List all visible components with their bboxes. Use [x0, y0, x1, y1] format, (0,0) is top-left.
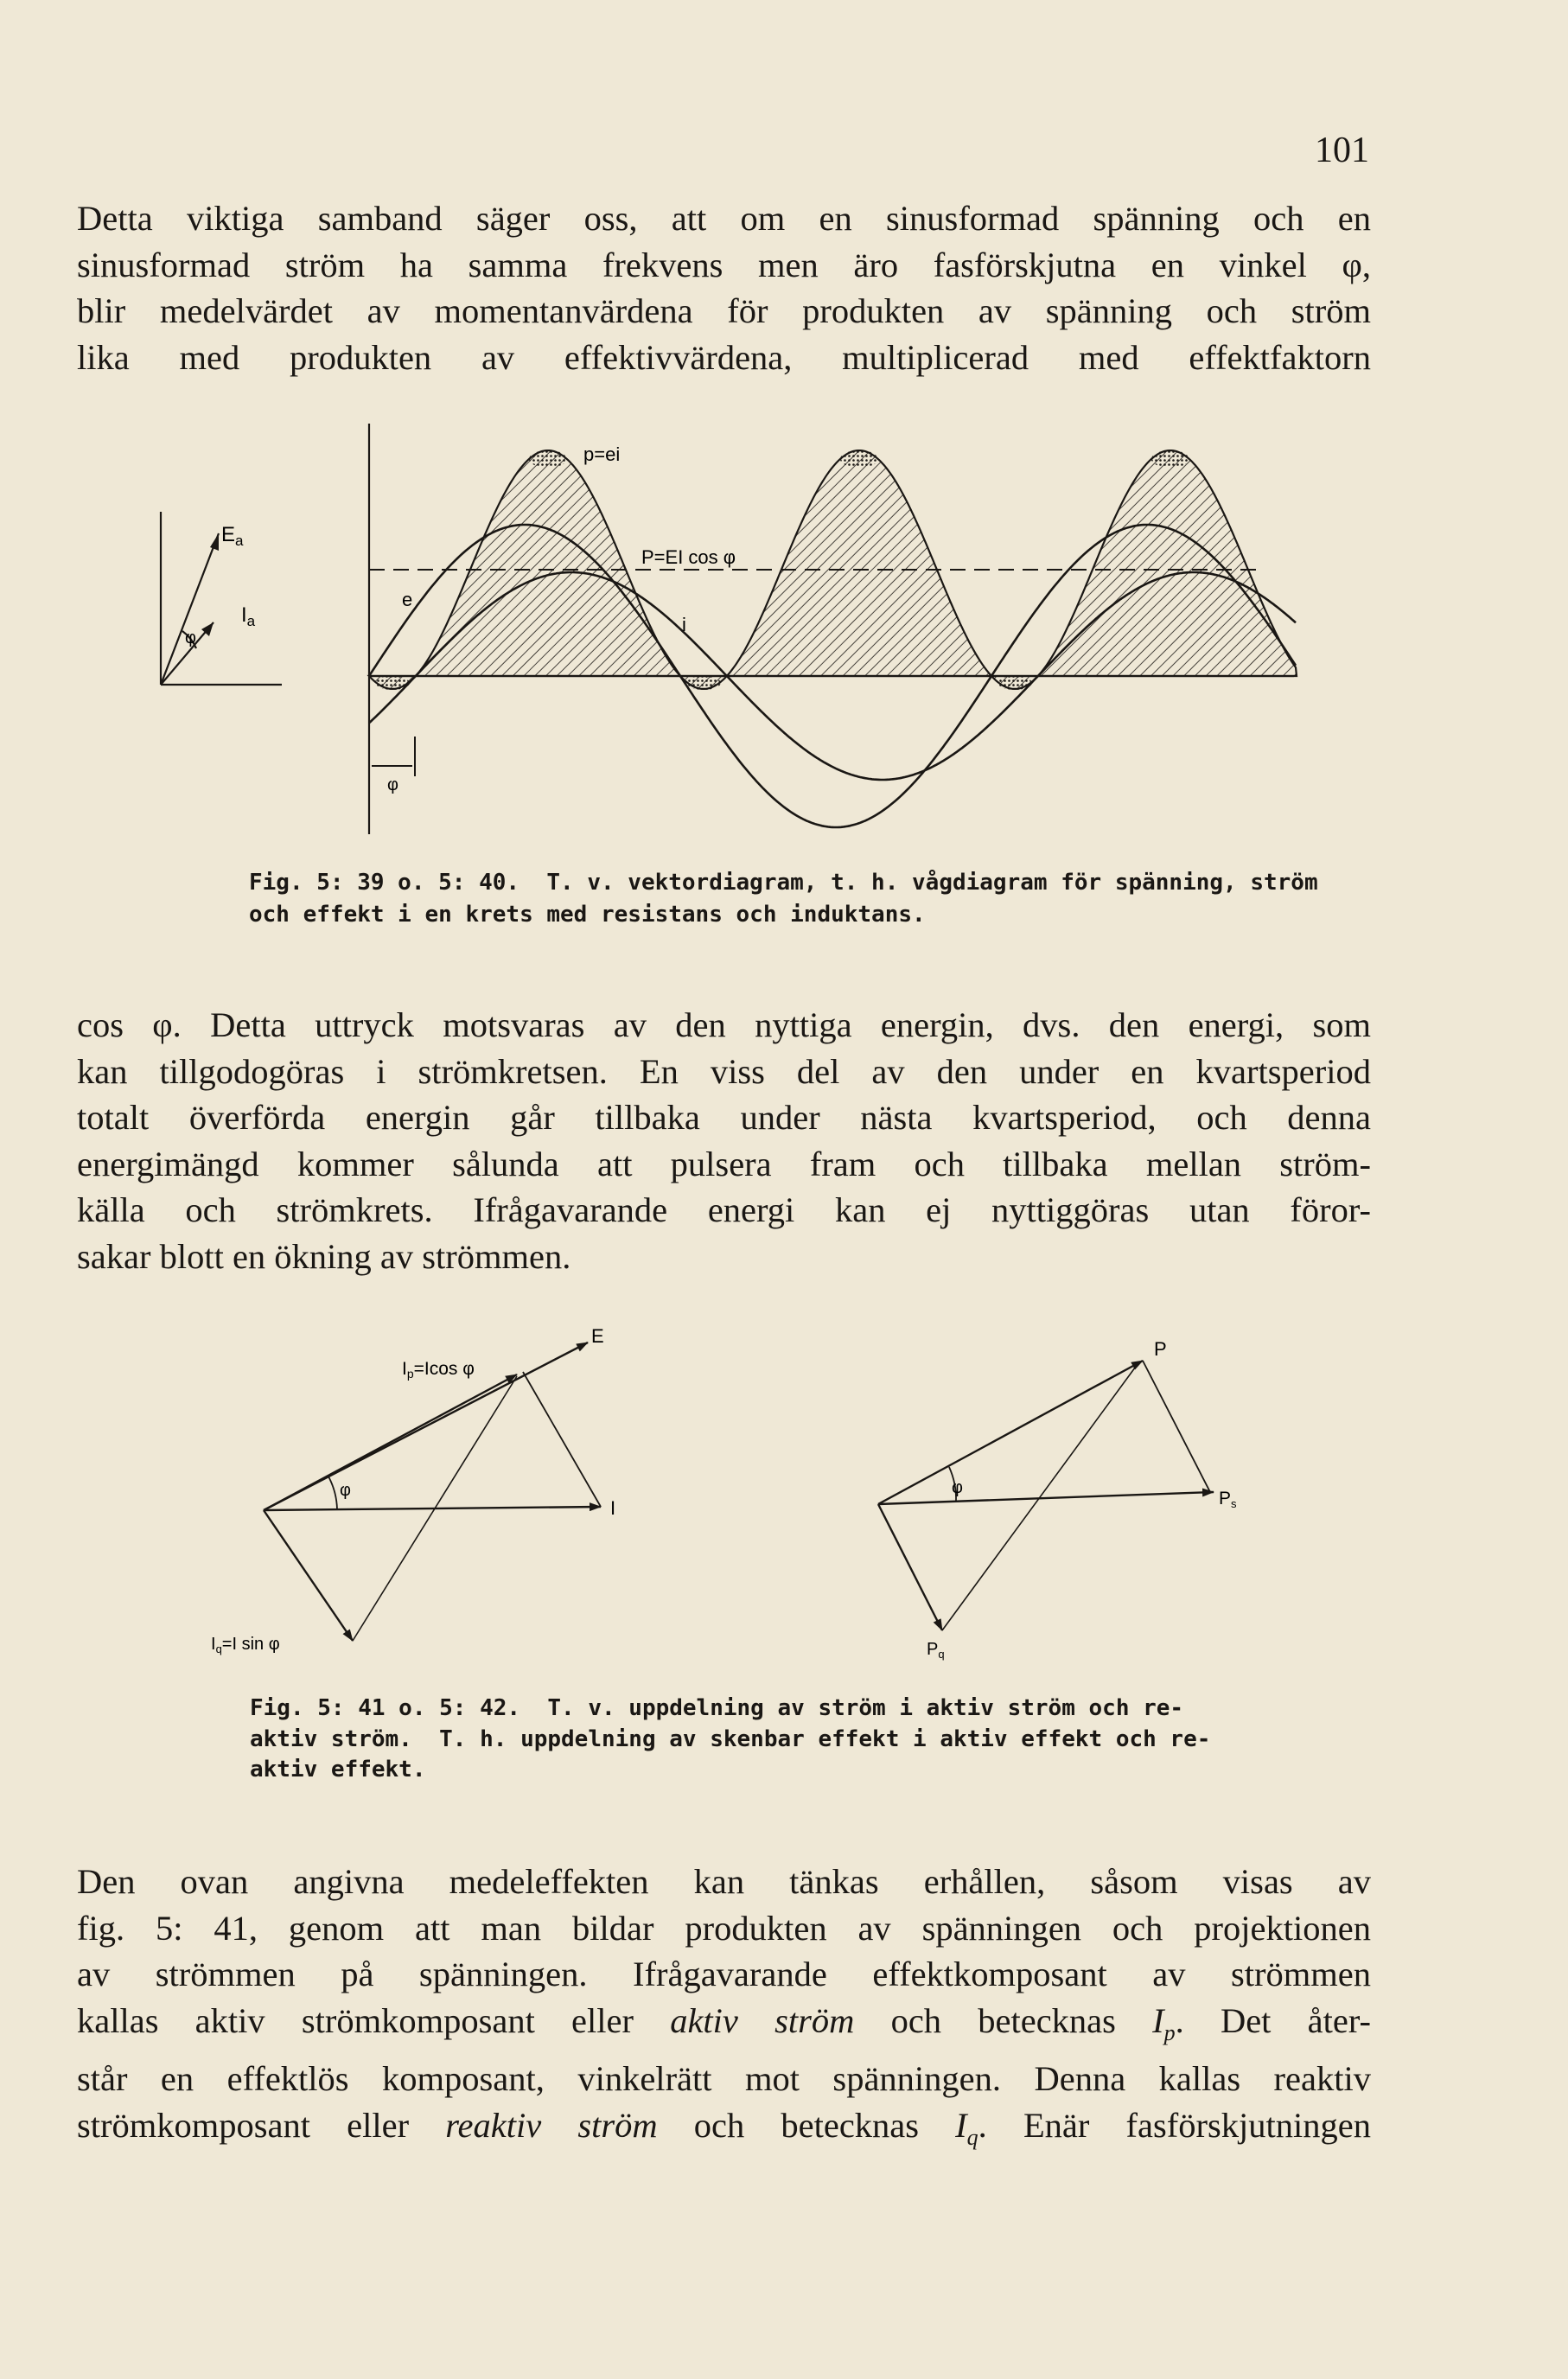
caption-line: och effekt i en krets med resistans och induktans.: [249, 902, 926, 928]
power-trough-cap: [686, 676, 721, 690]
text-line: står en effektlös komposant, vinkelrätt mot spänningen. Denna kallas reaktiv: [77, 2059, 1371, 2099]
text-line: kallas aktiv strömkomposant eller aktiv ström och betecknas $I_p$. Det åter-: [77, 2000, 1371, 2045]
text-line: sakar blott en ökning av strömmen.: [77, 1236, 571, 1276]
vector-i: [264, 1507, 601, 1510]
wave-diagram: [369, 424, 1297, 834]
label-e: e: [402, 589, 413, 610]
vector-iq: [264, 1510, 353, 1641]
label-p-right: P: [1154, 1338, 1167, 1360]
caption-line: aktiv ström. T. h. uppdelning av skenbar effekt i aktiv effekt och re-: [250, 1725, 1211, 1752]
figure-caption-2: [250, 1693, 1210, 1786]
label-phi-right: φ: [952, 1478, 963, 1497]
caption-line: Fig. 5: 39 o. 5: 40. T. v. vektordiagram, t. h. vågdiagram för spänning, ström: [249, 870, 1318, 896]
vector-p: [878, 1361, 1143, 1504]
label-p-ei: p=ei: [583, 443, 621, 465]
paragraph-2: [77, 1002, 1371, 1280]
label-e-left: E: [591, 1325, 604, 1347]
text-line: totalt överförda energin går tillbaka under nästa kvartsperiod, och denna: [77, 1098, 1371, 1138]
text-line: Detta viktiga samband säger oss, att om en sinusformad spänning och en: [77, 199, 1371, 238]
label-ip: Ip=Icos φ: [402, 1359, 475, 1381]
phi-arc-left: [328, 1477, 337, 1509]
vector-ip: [264, 1374, 517, 1510]
text-line: källa och strömkrets. Ifrågavarande energi kan ej nyttiggöras utan föror-: [77, 1190, 1371, 1230]
text-line: energimängd kommer sålunda att pulsera fram och tillbaka mellan ström-: [77, 1144, 1371, 1183]
label-phi-wave: φ: [387, 775, 398, 794]
text-line: av strömmen på spänningen. Ifrågavarande effektkomposant av strömmen: [77, 1955, 1371, 1994]
label-iq: $I_q=I$ sin φ: [211, 1635, 280, 1655]
right-vector-diagram: [878, 1361, 1214, 1630]
label-i-left: I: [610, 1497, 616, 1519]
text-line: Den ovan angivna medeleffekten kan tänkas erhållen, såsom visas av: [77, 1862, 1371, 1901]
projection-line: [523, 1372, 601, 1507]
power-peak-cap: [1151, 450, 1189, 468]
label-ps: Ps: [1219, 1489, 1237, 1510]
text-line: cos φ. Detta uttryck motsvaras av den nyttiga energin, dvs. den energi, som: [77, 1005, 1371, 1044]
label-phi-left: φ: [340, 1481, 351, 1500]
projection-line-right-2: [942, 1364, 1138, 1630]
label-mean-power: P=EI cos φ: [641, 546, 736, 568]
power-peak-cap: [840, 450, 878, 468]
page-number: 101: [1315, 131, 1369, 170]
caption-line: aktiv effekt.: [250, 1757, 426, 1783]
paragraph-3: [77, 1859, 1371, 2161]
label-pq: $P_q$: [927, 1640, 945, 1661]
text-line: lika med produkten av effektivvärdena, multiplicerad med effektfaktorn: [77, 337, 1371, 377]
caption-line: Fig. 5: 41 o. 5: 42. T. v. uppdelning av ström i aktiv ström och re-: [250, 1695, 1184, 1721]
figure-current-power-decomposition: [0, 1323, 1568, 1668]
figure-caption-1: [249, 867, 1318, 931]
label-phi-vector: φ: [185, 628, 196, 647]
paragraph-1: [77, 195, 1371, 380]
text-line: sinusformad ström ha samma frekvens men äro fasförskjutna en vinkel φ,: [77, 245, 1371, 284]
vector-ps: [878, 1492, 1214, 1504]
vector-pq: [878, 1504, 942, 1630]
figure-vector-and-wave-diagram: [0, 415, 1568, 864]
label-ia: $I_a$: [241, 603, 256, 629]
projection-line-right: [1143, 1361, 1210, 1492]
power-peak-cap: [529, 450, 567, 468]
label-ea: $E_a$: [221, 523, 244, 549]
vector-ea: [161, 533, 219, 685]
left-vector-diagram: [264, 1343, 601, 1641]
text-line: blir medelvärdet av momentanvärdena för produkten av spänning och ström: [77, 291, 1371, 331]
text-line: fig. 5: 41, genom att man bildar produkten av spänningen och projektionen: [77, 1908, 1371, 1948]
text-line: kan tillgodogöras i strömkretsen. En viss del av den under en kvartsperiod: [77, 1051, 1371, 1091]
label-i: i: [682, 614, 686, 635]
text-line: strömkomposant eller reaktiv ström och betecknas $I_q$. Enär fasförskjutningen: [77, 2106, 1371, 2151]
